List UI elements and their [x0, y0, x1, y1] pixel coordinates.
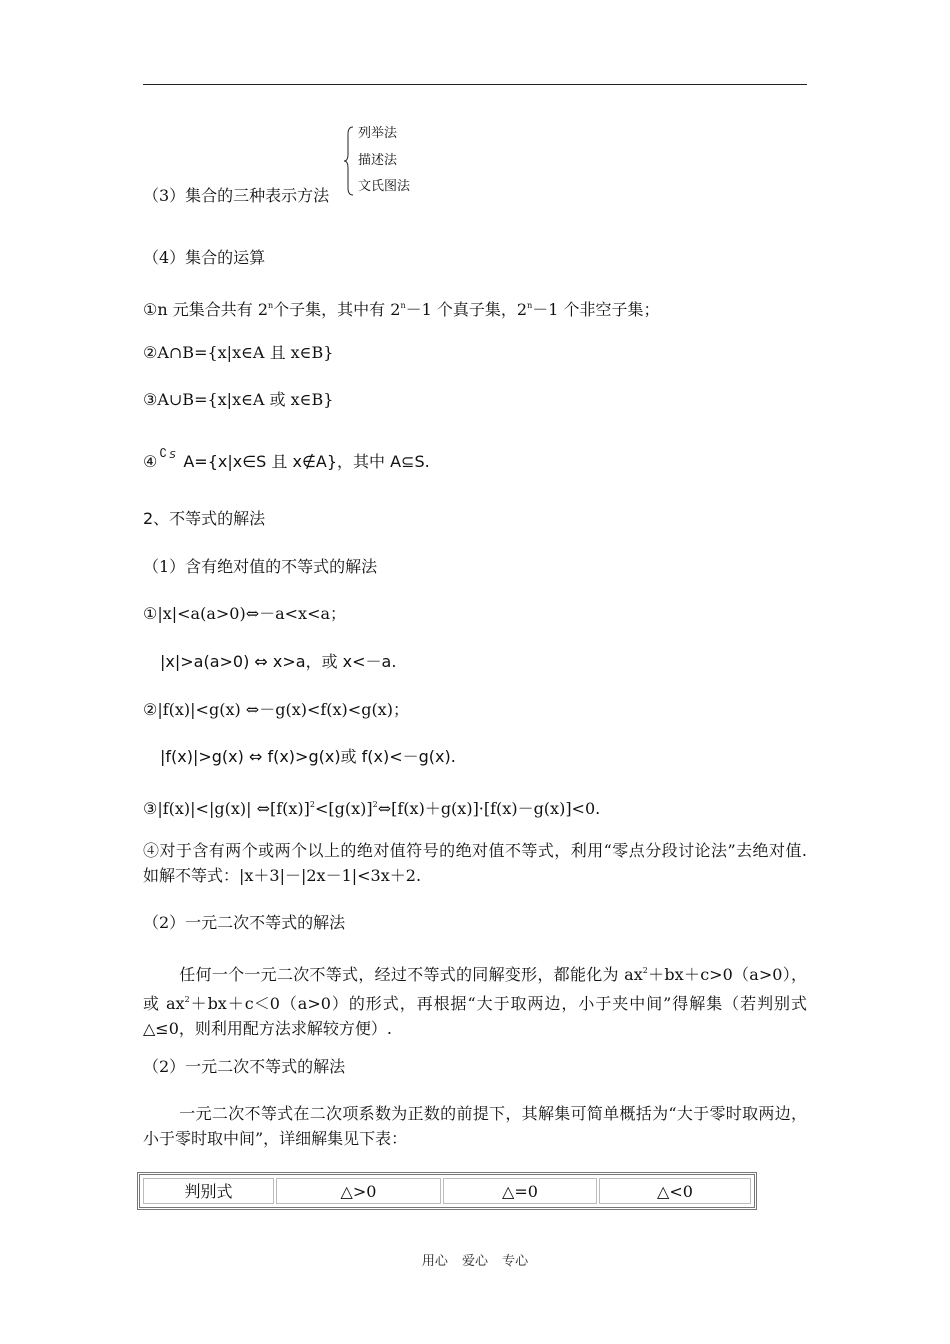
page-footer: 用心 爱心 专心: [421, 1254, 529, 1269]
op1-sup2: n: [400, 301, 406, 310]
quad1-sup2: 2: [184, 995, 190, 1004]
abs-rule-4: ④对于含有两个或两个以上的绝对值符号的绝对值不等式，利用“零点分段讨论法”去绝对值. 如解不等式：|x＋3|－|2x－1|<3x＋2.: [143, 841, 807, 885]
set-ops-heading: （4）集合的运算: [143, 248, 266, 267]
op4-prefix: ④: [143, 452, 158, 471]
table-header-zero: △=0: [443, 1178, 597, 1204]
complement-symbol: [157, 446, 183, 469]
quad-paragraph-1: [143, 958, 807, 1041]
quad-heading-2: （2）一元二次不等式的解法: [143, 1057, 346, 1076]
set-methods-label: （3）集合的三种表示方法: [143, 186, 330, 205]
quad1-part-b: ＋bx＋c>0（a>0），或 ax: [143, 965, 807, 1013]
op4-text: A={x|x∈S 且 x∉A}，其中 A⊆S.: [183, 452, 430, 471]
table-header-discriminant: 判别式: [143, 1178, 274, 1204]
section-2-heading: 2、不等式的解法: [143, 509, 266, 528]
complement-s: S: [169, 450, 176, 461]
op1-part-d: －1 个非空子集；: [532, 300, 660, 319]
abs-rule-3: [143, 795, 600, 819]
abs3-sup1: 2: [309, 800, 315, 809]
quad1-sup1: 2: [642, 966, 648, 975]
op1-sup1: n: [268, 301, 274, 310]
abs3-part-a: ③|f(x)|<|g(x)| ⇔[f(x)]: [143, 799, 310, 818]
abs-rule-1: ①|x|<a(a>0)⇔－a<x<a；: [143, 604, 347, 623]
method-item-1: 列举法: [358, 126, 398, 141]
quad2-text: 一元二次不等式在二次项系数为正数的前提下，其解集可简单概括为“大于零时取两边，小于零时取中间”，详细解集见下表：: [143, 1104, 807, 1148]
op1-part-c: －1 个真子集，2: [405, 300, 528, 319]
method-item-3: 文氏图法: [358, 179, 411, 194]
abs-rule-2b: |f(x)|>g(x) ⇔ f(x)>g(x)或 f(x)<－g(x).: [160, 747, 456, 766]
header-rule: [143, 84, 807, 85]
abs-heading: （1）含有绝对值的不等式的解法: [143, 557, 378, 576]
abs-rule-2: ②|f(x)|<g(x) ⇔－g(x)<f(x)<g(x)；: [143, 700, 409, 719]
abs-rule-1b: |x|>a(a>0) ⇔ x>a，或 x<－a.: [160, 652, 397, 671]
op-union: ③A∪B={x|x∈A 或 x∈B}: [143, 390, 334, 409]
op1-sup3: n: [527, 301, 533, 310]
set-methods-brace-group: [344, 126, 434, 198]
quad-heading-1: （2）一元二次不等式的解法: [143, 913, 346, 932]
method-item-2: 描述法: [358, 153, 398, 168]
abs3-sup2: 2: [372, 800, 378, 809]
abs3-part-b: <[g(x)]: [315, 799, 373, 818]
complement-c: ∁: [159, 446, 167, 460]
op-subsets: [143, 296, 660, 320]
table-header-negative: △<0: [599, 1178, 751, 1204]
table-header-positive: △>0: [276, 1178, 441, 1204]
op1-part-a: ①n 元集合共有 2: [143, 300, 269, 319]
op-complement: [143, 446, 430, 472]
left-brace-icon: [344, 126, 354, 196]
op-intersection: ②A∩B={x|x∈A 且 x∈B}: [143, 343, 334, 362]
discriminant-table: [137, 1172, 757, 1210]
op1-part-b: 个子集，其中有 2: [273, 300, 401, 319]
quad-paragraph-2: [143, 1101, 807, 1151]
abs3-part-c: ⇔[f(x)＋g(x)]·[f(x)－g(x)]<0.: [377, 799, 601, 818]
quad1-part-a: 任何一个一元二次不等式，经过不等式的同解变形，都能化为 ax: [179, 965, 643, 984]
quad1-part-c: ＋bx＋c＜0（a>0）的形式，再根据“大于取两边，小于夹中间”得解集（若判别式△≤0，则利用配方法求解较方便）.: [143, 994, 807, 1038]
